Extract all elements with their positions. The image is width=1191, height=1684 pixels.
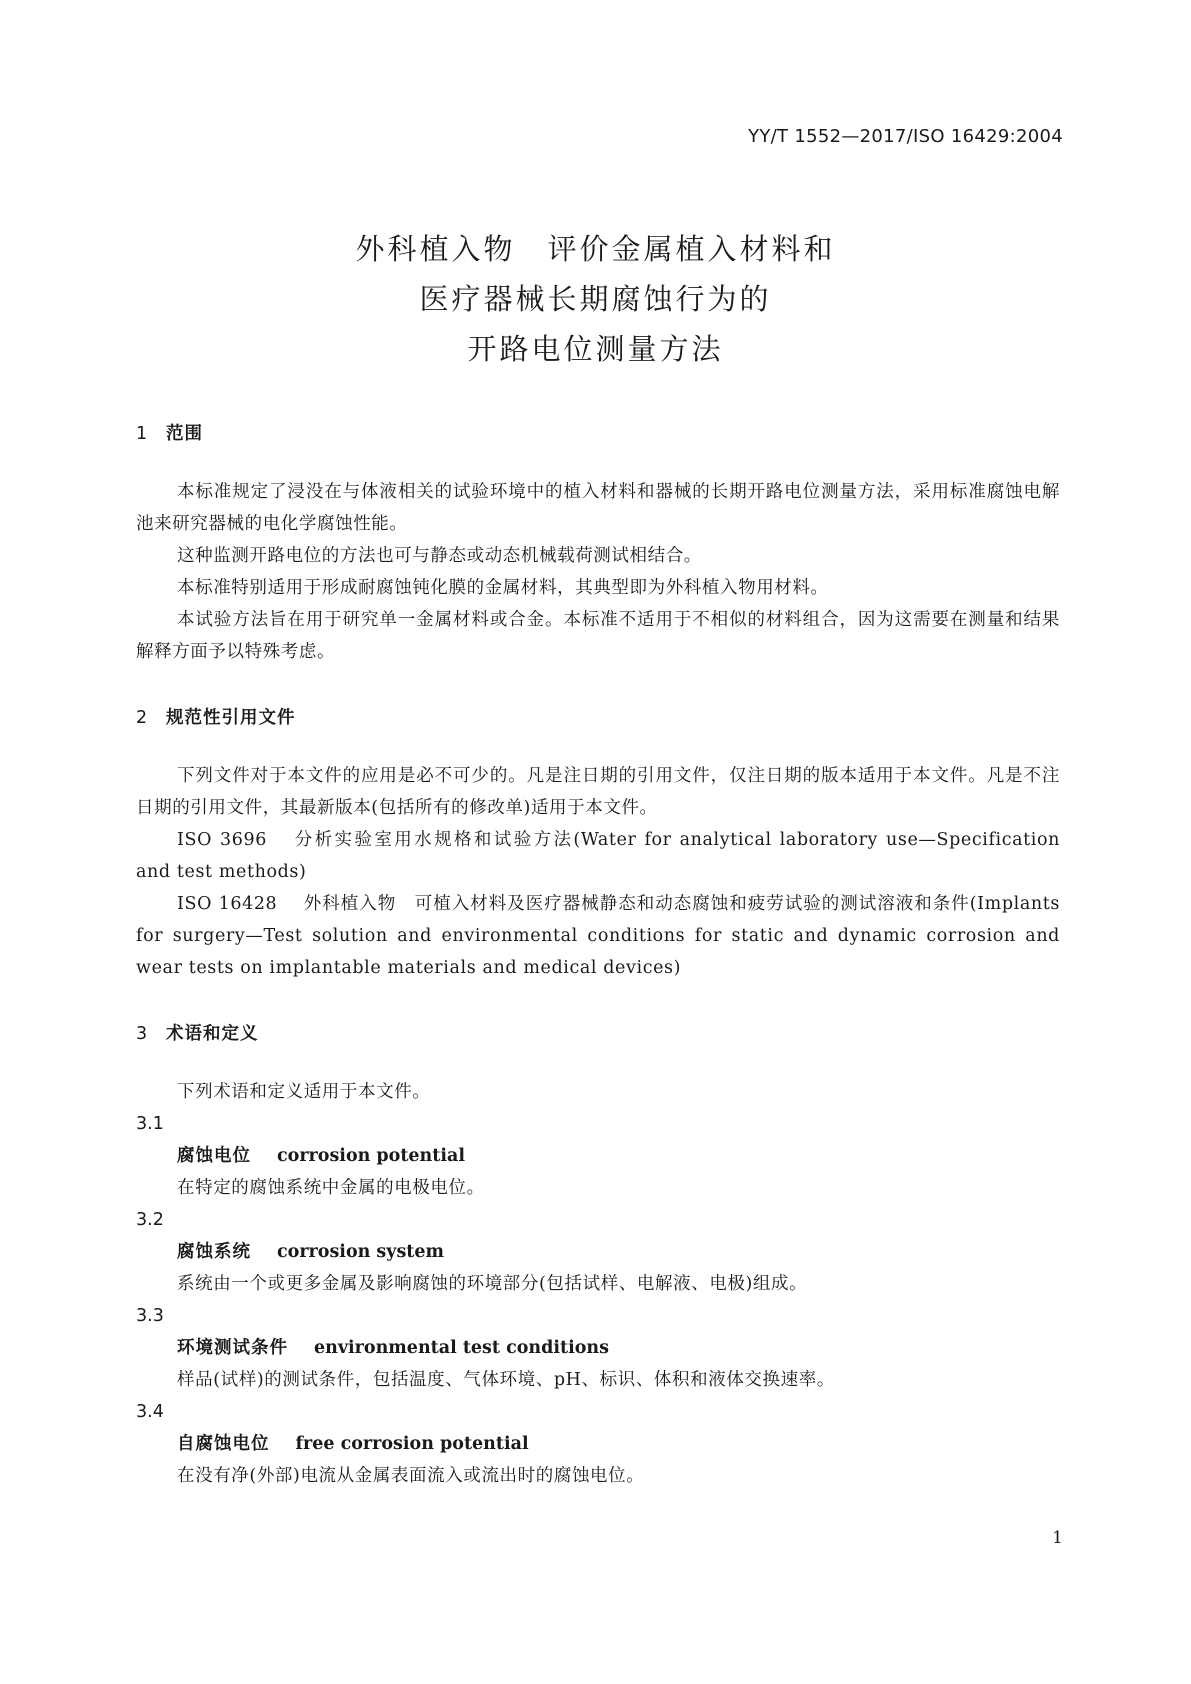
term-definition: 在没有净(外部)电流从金属表面流入或流出时的腐蚀电位。: [177, 1466, 645, 1486]
paragraph: 本试验方法旨在用于研究单一金属材料或合金。本标准不适用于不相似的材料组合，因为这需要在测量和结果解释方面予以特殊考虑。: [136, 610, 1060, 662]
paragraph: 下列文件对于本文件的应用是必不可少的。凡是注日期的引用文件，仅注日期的版本适用于本文件。凡是不注日期的引用文件，其最新版本(包括所有的修改单)适用于本文件。: [136, 766, 1060, 818]
reference-entry: [136, 824, 1060, 888]
section-title: 规范性引用文件: [166, 708, 296, 728]
reference-code: ISO 3696: [177, 830, 267, 850]
term-name-en: free corrosion potential: [295, 1434, 529, 1454]
section-2-heading: [136, 704, 1060, 732]
page-number: 1: [1052, 1528, 1063, 1548]
paragraph: 这种监测开路电位的方法也可与静态或动态机械载荷测试相结合。: [177, 546, 702, 566]
term-definition: 在特定的腐蚀系统中金属的电极电位。: [177, 1178, 485, 1198]
term-name-zh: 环境测试条件: [177, 1338, 288, 1358]
standard-code: YY/T 1552—2017/ISO 16429:2004: [748, 126, 1063, 147]
term-name-zh: 自腐蚀电位: [177, 1434, 270, 1454]
term-name-en: corrosion system: [277, 1242, 445, 1262]
title-line-1: 外科植入物 评价金属植入材料和: [355, 232, 836, 266]
section-title: 范围: [166, 424, 203, 444]
reference-title: 分析实验室用水规格和试验方法(Water for analytical laboratory use—Specification and test methods): [136, 830, 1060, 882]
term-name-zh: 腐蚀系统: [177, 1242, 251, 1262]
reference-code: ISO 16428: [177, 894, 278, 914]
reference-title: 外科植入物 可植入材料及医疗器械静态和动态腐蚀和疲劳试验的测试溶液和条件(Implants for surgery—Test solution and environmental conditions for static and dynamic corrosion and wear tests on implantable materials and medical devices): [136, 894, 1060, 978]
section-number: 3: [136, 1024, 149, 1044]
term-number: 3.4: [136, 1402, 164, 1422]
section-title: 术语和定义: [166, 1024, 259, 1044]
paragraph: 本标准规定了浸没在与体液相关的试验环境中的植入材料和器械的长期开路电位测量方法，采用标准腐蚀电解池来研究器械的电化学腐蚀性能。: [136, 482, 1060, 534]
section-3-heading: [136, 1020, 1060, 1048]
term-number: 3.2: [136, 1210, 164, 1230]
section-1-heading: [136, 420, 1060, 448]
document-body: [136, 420, 1060, 1492]
section-number: 1: [136, 424, 149, 444]
term-name-zh: 腐蚀电位: [177, 1146, 251, 1166]
term-name: [136, 1140, 1060, 1172]
term-name: [136, 1332, 1060, 1364]
title-line-2: 医疗器械长期腐蚀行为的: [419, 282, 772, 316]
paragraph: 本标准特别适用于形成耐腐蚀钝化膜的金属材料，其典型即为外科植入物用材料。: [177, 578, 829, 598]
term-entry: [136, 1300, 1060, 1396]
term-entry: [136, 1396, 1060, 1492]
term-number: 3.1: [136, 1114, 164, 1134]
term-entry: [136, 1204, 1060, 1300]
term-entry: [136, 1108, 1060, 1204]
term-definition: 系统由一个或更多金属及影响腐蚀的环境部分(包括试样、电解液、电极)组成。: [177, 1274, 808, 1294]
term-definition: 样品(试样)的测试条件，包括温度、气体环境、pH、标识、体积和液体交换速率。: [177, 1370, 835, 1390]
term-name: [136, 1428, 1060, 1460]
term-number: 3.3: [136, 1306, 164, 1326]
title-line-3: 开路电位测量方法: [467, 332, 724, 366]
reference-entry: [136, 888, 1060, 984]
term-name-en: corrosion potential: [277, 1146, 465, 1166]
term-name: [136, 1236, 1060, 1268]
section-number: 2: [136, 708, 149, 728]
term-name-en: environmental test conditions: [314, 1338, 609, 1358]
document-title: [0, 224, 1191, 374]
paragraph: 下列术语和定义适用于本文件。: [177, 1082, 431, 1102]
